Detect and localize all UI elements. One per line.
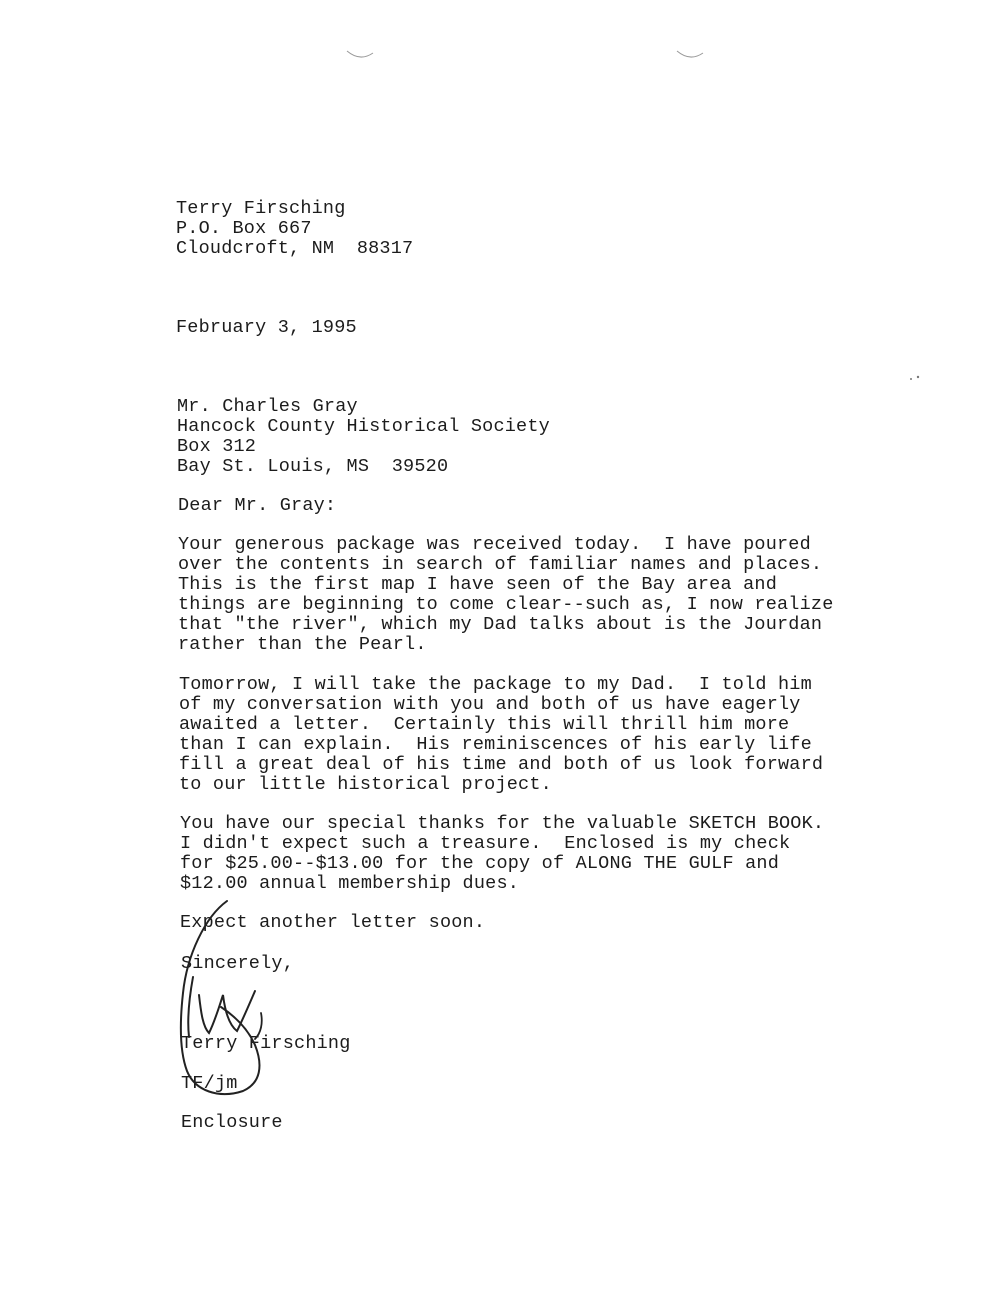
body-line: of my conversation with you and both of us have eagerly xyxy=(179,694,801,715)
sender-address-line2: Cloudcroft, NM 88317 xyxy=(176,238,414,259)
scan-speck xyxy=(908,374,922,382)
recipient-name: Mr. Charles Gray xyxy=(177,396,358,417)
body-line: rather than the Pearl. xyxy=(178,634,427,655)
signature-typed-name: Terry Firsching xyxy=(181,1033,351,1054)
recipient-address-line2: Bay St. Louis, MS 39520 xyxy=(177,456,449,477)
letter-date: February 3, 1995 xyxy=(176,317,357,338)
body-line: You have our special thanks for the valuable SKETCH BOOK. xyxy=(180,813,825,834)
body-line: Expect another letter soon. xyxy=(180,912,486,933)
closing: Sincerely, xyxy=(181,953,295,974)
salutation: Dear Mr. Gray: xyxy=(178,495,337,516)
reference-initials: TF/jm xyxy=(181,1073,238,1094)
body-line: than I can explain. His reminiscences of his early life xyxy=(179,734,812,755)
punch-hole-mark-left xyxy=(345,48,375,62)
body-line: that "the river", which my Dad talks about is the Jourdan xyxy=(178,614,823,635)
body-line: awaited a letter. Certainly this will thrill him more xyxy=(179,714,790,735)
body-line: This is the first map I have seen of the Bay area and xyxy=(178,574,777,595)
body-line: to our little historical project. xyxy=(179,774,552,795)
sender-name: Terry Firsching xyxy=(176,198,346,219)
body-line: Tomorrow, I will take the package to my Dad. I told him xyxy=(179,674,812,695)
punch-hole-mark-right xyxy=(675,48,705,62)
recipient-organization: Hancock County Historical Society xyxy=(177,416,550,437)
enclosure-note: Enclosure xyxy=(181,1112,283,1133)
body-line: for $25.00--$13.00 for the copy of ALONG THE GULF and xyxy=(180,853,779,874)
body-line: over the contents in search of familiar names and places. xyxy=(178,554,823,575)
body-line: I didn't expect such a treasure. Enclosed is my check xyxy=(180,833,791,854)
body-line: things are beginning to come clear--such as, I now realize xyxy=(178,594,834,615)
sender-address-line1: P.O. Box 667 xyxy=(176,218,312,239)
body-line: $12.00 annual membership dues. xyxy=(180,873,520,894)
recipient-address-line1: Box 312 xyxy=(177,436,257,457)
body-line: Your generous package was received today. I have poured xyxy=(178,534,811,555)
body-line: fill a great deal of his time and both of us look forward xyxy=(179,754,824,775)
